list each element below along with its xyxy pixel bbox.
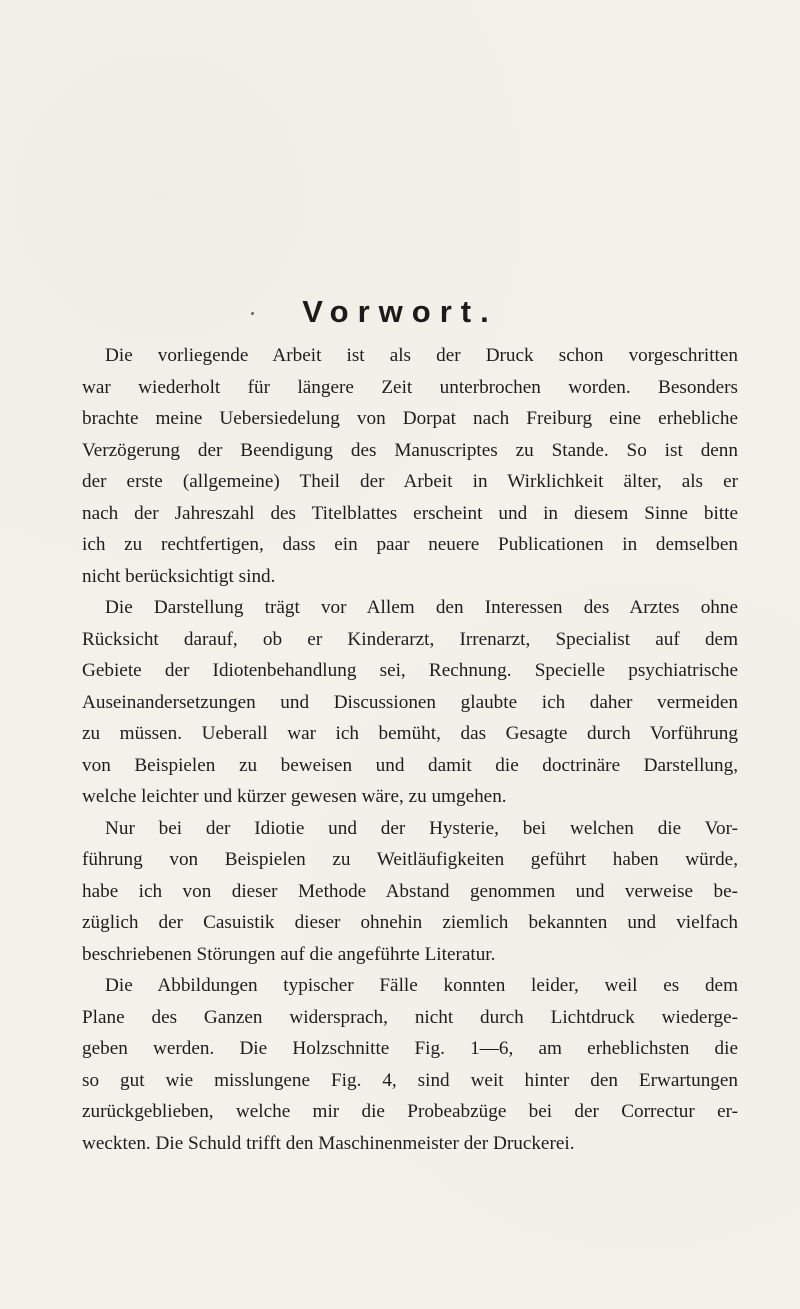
text-line: Rücksicht darauf, ob er Kinderarzt, Irrenarzt, Specialist auf dem — [82, 628, 738, 650]
text-line: Gebiete der Idiotenbehandlung sei, Rechnung. Specielle psychiatrische — [82, 660, 738, 681]
text-line: Die vorliegende Arbeit ist als der Druck schon vorgeschritten — [105, 345, 738, 366]
text-line: Plane des Ganzen widersprach, nicht durch Lichtdruck wiederge- — [82, 1006, 738, 1028]
text-line: nach der Jahreszahl des Titelblattes erscheint und in diesem Sinne bitte — [82, 502, 738, 524]
text-line: zu müssen. Ueberall war ich bemüht, das Gesagte durch Vorführung — [82, 723, 738, 744]
text-line: Nur bei der Idiotie und der Hysterie, bei welchen die Vor- — [105, 817, 738, 839]
text-line: weckten. Die Schuld trifft den Maschinenmeister der Druckerei. — [82, 1132, 575, 1154]
text-line: Auseinandersetzungen und Discussionen glaubte ich daher vermeiden — [82, 691, 738, 713]
preface-text — [82, 340, 738, 1159]
text-line: der erste (allgemeine) Theil der Arbeit in Wirklichkeit älter, als er — [82, 471, 738, 492]
text-line: von Beispielen zu beweisen und damit die doctrinäre Darstellung, — [82, 754, 738, 776]
text-line: geben werden. Die Holzschnitte Fig. 1—6, am erheblichsten die — [82, 1038, 738, 1059]
text-line: Die Abbildungen typischer Fälle konnten leider, weil es dem — [105, 975, 738, 996]
text-line: beschriebenen Störungen auf die angeführte Literatur. — [82, 943, 496, 965]
text-line: Die Darstellung trägt vor Allem den Interessen des Arztes ohne — [105, 597, 738, 618]
text-line: welche leichter und kürzer gewesen wäre, zu umgehen. — [82, 786, 507, 807]
text-line: züglich der Casuistik dieser ohnehin ziemlich bekannten und vielfach — [82, 912, 738, 933]
text-line: nicht berücksichtigt sind. — [82, 565, 276, 587]
text-line: so gut wie misslungene Fig. 4, sind weit hinter den Erwartungen — [82, 1069, 738, 1091]
text-line: war wiederholt für längere Zeit unterbrochen worden. Besonders — [82, 376, 738, 398]
text-line: ich zu rechtfertigen, dass ein paar neuere Publicationen in demselben — [82, 534, 738, 555]
text-line: zurückgeblieben, welche mir die Probeabzüge bei der Correctur er- — [82, 1101, 738, 1122]
text-line: Verzögerung der Beendigung des Manuscriptes zu Stande. So ist denn — [82, 439, 738, 461]
text-line: habe ich von dieser Methode Abstand genommen und verweise be- — [82, 880, 738, 902]
text-line: führung von Beispielen zu Weitläufigkeiten geführt haben würde, — [82, 849, 738, 870]
page-title: Vorwort. — [302, 294, 498, 329]
text-line: brachte meine Uebersiedelung von Dorpat nach Freiburg eine erhebliche — [82, 408, 738, 429]
